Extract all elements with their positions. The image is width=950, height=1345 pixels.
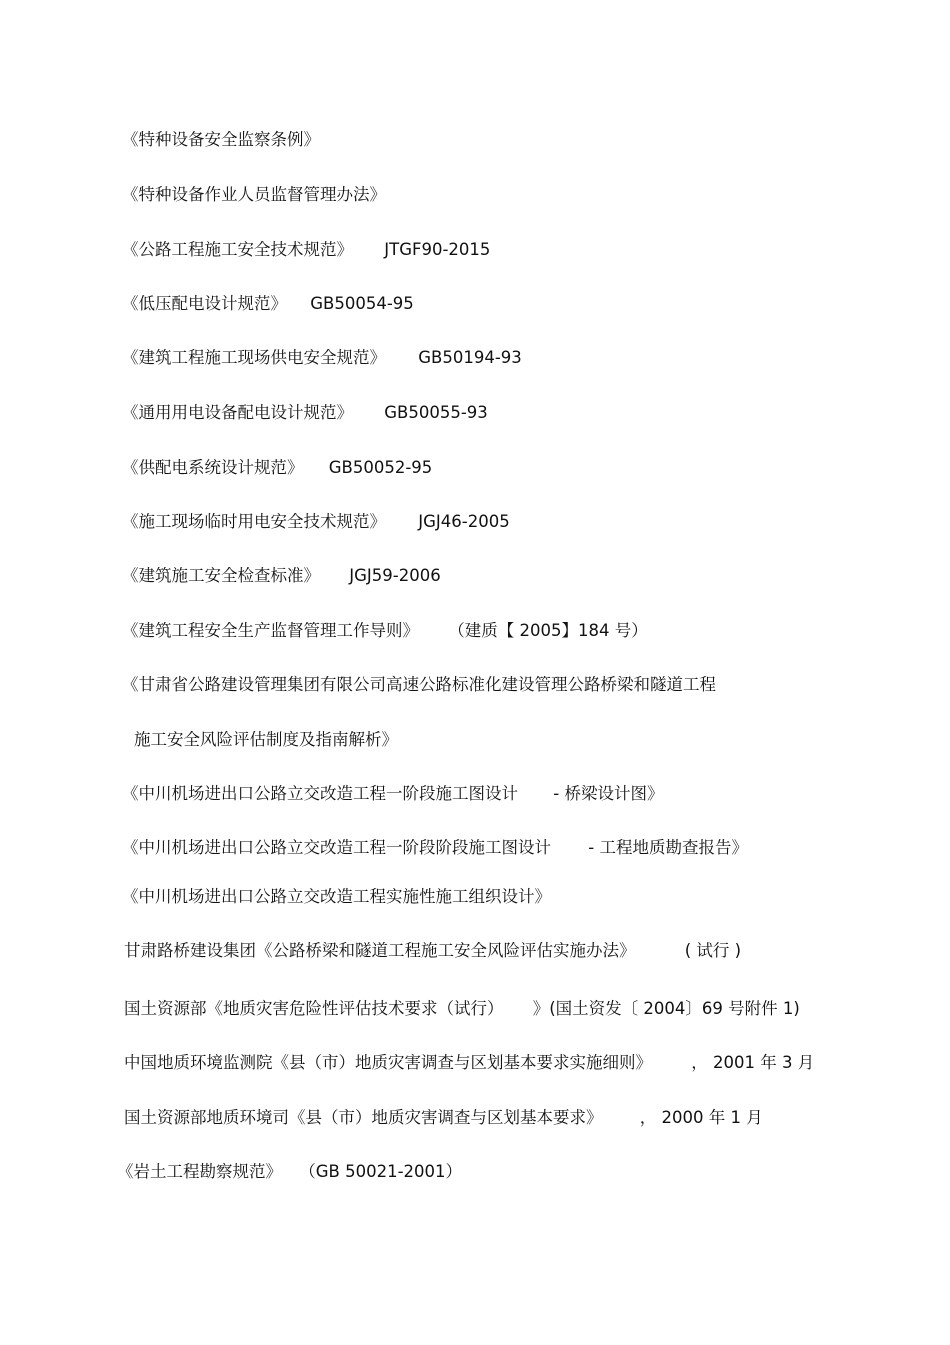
- reference-line-8: [122, 511, 510, 533]
- reference-code: GB50054-95: [310, 294, 414, 313]
- reference-line-14: [122, 837, 748, 859]
- reference-line-10: [122, 620, 648, 642]
- reference-title: 中国地质环境监测院《县（市）地质灾害调查与区划基本要求实施细则》: [124, 1053, 652, 1072]
- reference-line-13: [122, 783, 663, 805]
- reference-code: - 桥梁设计图》: [553, 784, 664, 803]
- reference-line-17: [124, 998, 800, 1020]
- reference-code: JGJ59-2006: [349, 566, 441, 585]
- reference-line-6: [122, 402, 488, 424]
- reference-code: GB50052-95: [328, 458, 433, 477]
- reference-title: 甘肃路桥建设集团《公路桥梁和隧道工程施工安全风险评估实施办法》: [124, 941, 636, 960]
- reference-title: 《公路工程施工安全技术规范》: [122, 240, 353, 259]
- reference-title: 施工安全风险评估制度及指南解析》: [134, 730, 398, 749]
- reference-code: ( 试行 ): [684, 941, 742, 960]
- reference-code: ， 2000 年 1 月: [639, 1108, 763, 1127]
- reference-line-9: [122, 565, 441, 587]
- reference-line-3: [122, 239, 490, 261]
- reference-code: （建质【 2005】184 号）: [448, 621, 648, 640]
- reference-line-12: [134, 729, 398, 751]
- reference-title: 国土资源部地质环境司《县（市）地质灾害调查与区划基本要求》: [124, 1108, 603, 1127]
- reference-title: 《中川机场进出口公路立交改造工程一阶段施工图设计: [122, 784, 518, 803]
- reference-title: 《岩土工程勘察规范》: [117, 1162, 282, 1181]
- reference-title: 《建筑工程施工现场供电安全规范》: [122, 348, 386, 367]
- reference-line-19: [124, 1107, 763, 1129]
- reference-line-2: [122, 184, 386, 206]
- reference-line-4: [122, 293, 414, 315]
- reference-code: JTGF90-2015: [384, 240, 491, 259]
- reference-title: 《供配电系统设计规范》: [122, 458, 304, 477]
- reference-line-11: [122, 674, 716, 696]
- reference-title: 国土资源部《地质灾害危险性评估技术要求（试行）: [124, 999, 504, 1018]
- reference-code: GB50055-93: [384, 403, 488, 422]
- reference-title: 《通用用电设备配电设计规范》: [122, 403, 353, 422]
- reference-title: 《甘肃省公路建设管理集团有限公司高速公路标准化建设管理公路桥梁和隧道工程: [122, 675, 716, 694]
- reference-code: JGJ46-2005: [418, 512, 510, 531]
- reference-line-5: [122, 347, 522, 369]
- reference-line-1: [122, 129, 320, 151]
- reference-code: GB50194-93: [418, 348, 522, 367]
- reference-code: （GB 50021-2001）: [299, 1162, 463, 1181]
- reference-line-15: [122, 886, 551, 908]
- reference-title: 《建筑施工安全检查标准》: [122, 566, 320, 585]
- reference-line-20: [117, 1161, 462, 1183]
- reference-code: 》(国土资发〔 2004〕69 号附件 1): [532, 999, 800, 1018]
- reference-title: 《建筑工程安全生产监督管理工作导则》: [122, 621, 419, 640]
- reference-code: - 工程地质勘查报告》: [588, 838, 748, 857]
- reference-line-7: [122, 457, 432, 479]
- reference-code: ， 2001 年 3 月: [691, 1053, 815, 1072]
- reference-line-18: [124, 1052, 814, 1074]
- reference-title: 《特种设备安全监察条例》: [122, 130, 320, 149]
- reference-title: 《低压配电设计规范》: [122, 294, 287, 313]
- reference-title: 《施工现场临时用电安全技术规范》: [122, 512, 386, 531]
- reference-line-16: [124, 940, 741, 962]
- reference-title: 《中川机场进出口公路立交改造工程一阶段阶段施工图设计: [122, 838, 551, 857]
- reference-title: 《特种设备作业人员监督管理办法》: [122, 185, 386, 204]
- reference-title: 《中川机场进出口公路立交改造工程实施性施工组织设计》: [122, 887, 551, 906]
